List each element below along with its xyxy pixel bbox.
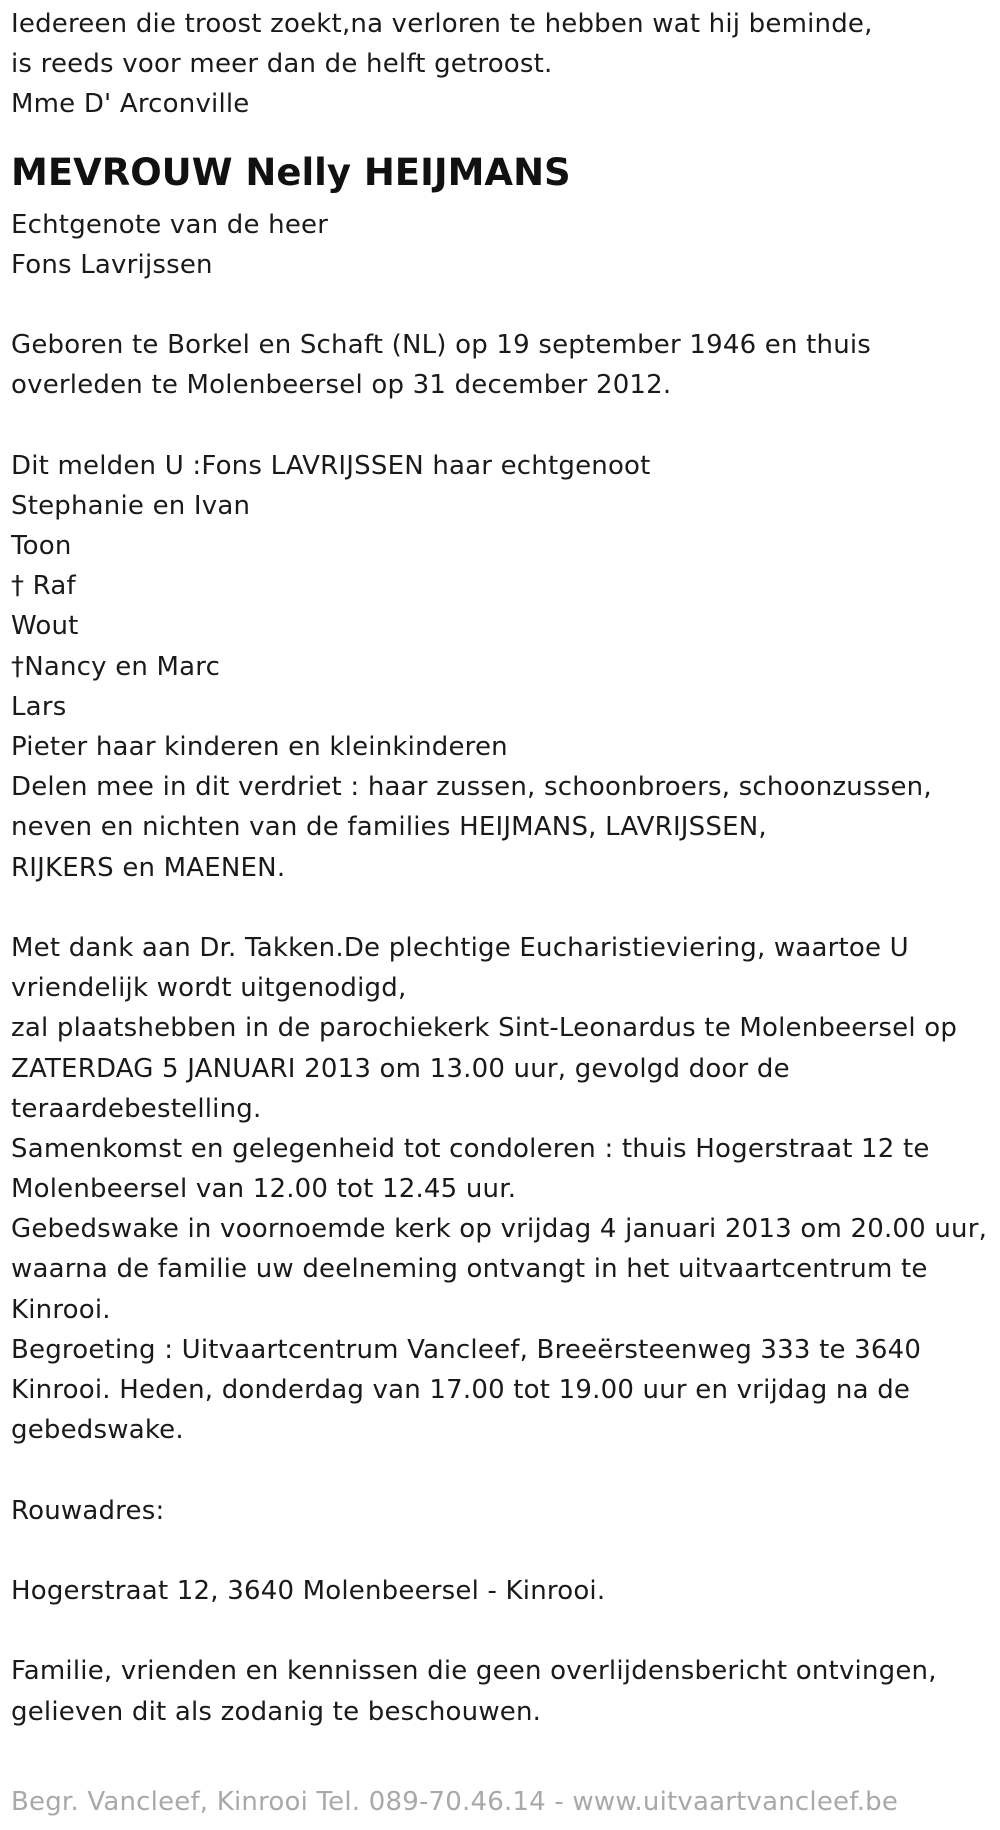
spouse-line: Echtgenote van de heer bbox=[11, 209, 329, 240]
ceremony-line: ZATERDAG 5 JANUARI 2013 om 13.00 uur, gevolgd door de bbox=[11, 1053, 790, 1084]
opening-quote bbox=[11, 4, 996, 125]
spouse-line: Fons Lavrijssen bbox=[11, 249, 213, 280]
family-line: † Raf bbox=[11, 571, 76, 602]
family-line: Delen mee in dit verdriet : haar zussen, schoonbroers, schoonzussen, bbox=[11, 772, 932, 803]
spacer bbox=[11, 1531, 996, 1571]
family-announcement bbox=[11, 446, 996, 888]
ceremony-line: Begroeting : Uitvaartcentrum Vancleef, Breeërsteenweg 333 te 3640 bbox=[11, 1334, 922, 1365]
closing-line: Familie, vrienden en kennissen die geen overlijdensbericht ontvingen, bbox=[11, 1656, 937, 1687]
ceremony-line: teraardebestelling. bbox=[11, 1093, 262, 1124]
ceremony-line: waarna de familie uw deelneming ontvangt in het uitvaartcentrum te bbox=[11, 1254, 928, 1285]
ceremony-line: Met dank aan Dr. Takken.De plechtige Eucharistieviering, waartoe U bbox=[11, 932, 909, 963]
birth-death-info bbox=[11, 325, 996, 405]
address-label: Rouwadres: bbox=[11, 1495, 165, 1526]
spacer bbox=[11, 1611, 996, 1651]
ceremony-line: zal plaatshebben in de parochiekerk Sint-Leonardus te Molenbeersel op bbox=[11, 1013, 958, 1044]
quote-author: Mme D' Arconville bbox=[11, 89, 250, 120]
spacer bbox=[11, 1450, 996, 1490]
spouse-info bbox=[11, 205, 996, 285]
birth-death-line: Geboren te Borkel en Schaft (NL) op 19 september 1946 en thuis bbox=[11, 330, 872, 361]
ceremony-line: Samenkomst en gelegenheid tot condoleren : thuis Hogerstraat 12 te bbox=[11, 1133, 930, 1164]
ceremony-details bbox=[11, 928, 996, 1450]
obituary-card bbox=[11, 4, 996, 1732]
family-line: Wout bbox=[11, 611, 79, 642]
closing-line: gelieven dit als zodanig te beschouwen. bbox=[11, 1696, 542, 1727]
ceremony-line: Kinrooi. bbox=[11, 1294, 111, 1325]
family-line: Pieter haar kinderen en kleinkinderen bbox=[11, 732, 508, 762]
family-line: Stephanie en Ivan bbox=[11, 490, 251, 521]
closing-note bbox=[11, 1651, 996, 1731]
ceremony-line: vriendelijk wordt uitgenodigd, bbox=[11, 973, 407, 1004]
family-line: RIJKERS en MAENEN. bbox=[11, 852, 286, 883]
family-line: neven en nichten van de families HEIJMANS, LAVRIJSSEN, bbox=[11, 812, 767, 843]
ceremony-line: Gebedswake in voornoemde kerk op vrijdag 4 januari 2013 om 20.00 uur, bbox=[11, 1214, 988, 1245]
birth-death-line: overleden te Molenbeersel op 31 december 2012. bbox=[11, 370, 672, 401]
spacer bbox=[11, 285, 996, 325]
spacer bbox=[11, 888, 996, 928]
deceased-name: MEVROUW Nelly HEIJMANS bbox=[11, 150, 571, 194]
ceremony-line: gebedswake. bbox=[11, 1415, 184, 1446]
address-value: Hogerstraat 12, 3640 Molenbeersel - Kinrooi. bbox=[11, 1575, 606, 1606]
funeral-home-footer: Begr. Vancleef, Kinrooi Tel. 089-70.46.14 - www.uitvaartvancleef.be bbox=[11, 1787, 899, 1817]
ceremony-line: Kinrooi. Heden, donderdag van 17.00 tot 19.00 uur en vrijdag na de bbox=[11, 1375, 911, 1405]
family-line: Dit melden U :Fons LAVRIJSSEN haar echtgenoot bbox=[11, 450, 651, 481]
family-line: Toon bbox=[11, 531, 72, 562]
spacer bbox=[11, 406, 996, 446]
family-line: †Nancy en Marc bbox=[11, 651, 221, 682]
family-line: Lars bbox=[11, 691, 67, 722]
ceremony-line: Molenbeersel van 12.00 tot 12.45 uur. bbox=[11, 1174, 517, 1205]
quote-line: Iedereen die troost zoekt,na verloren te hebben wat hij beminde, bbox=[11, 9, 873, 39]
quote-line: is reeds voor meer dan de helft getroost. bbox=[11, 49, 553, 80]
